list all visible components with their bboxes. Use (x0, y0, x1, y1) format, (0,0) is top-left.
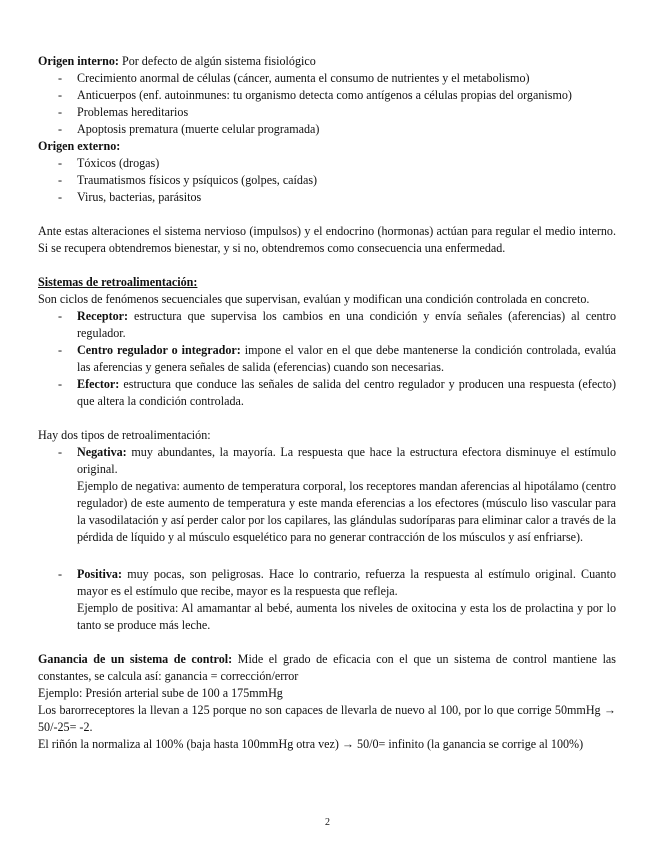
origen-interno-label: Origen interno: (38, 54, 119, 68)
list-item: - Virus, bacterias, parásitos (38, 189, 616, 206)
retro-heading (38, 274, 616, 291)
ganancia-text: Mide el grado de eficacia con el que un sistema de control mantiene las constantes, se calcula así: ganancia = corrección/error (38, 652, 616, 683)
list-item: - Crecimiento anormal de células (cáncer, aumenta el consumo de nutrientes y el metabolismo) (38, 70, 616, 87)
ganancia-rinon: El riñón la normaliza al 100% (baja hasta 100mmHg otra vez) → 50/0= infinito (la ganancia se corrige al 100%) (38, 737, 584, 751)
positiva-text: muy pocas, son peligrosas. Hace lo contrario, refuerza la respuesta al estímulo original. Cuanto mayor es el estímulo que recibe, mayor es la respuesta que refleja. (77, 567, 616, 598)
tipo-negativa (38, 444, 616, 546)
retro-item-text: estructura que supervisa los cambios en una condición y envía señales (aferencias) al centro regulador. (77, 309, 616, 340)
retro-item-text: impone el valor en el que debe mantenerse la condición controlada, evalúa las aferencias y genera señales de salida (eferencias) cuando son necesarias. (77, 343, 617, 374)
origen-externo-list (38, 155, 616, 206)
origen-interno-text: Por defecto de algún sistema fisiológico (118, 54, 316, 68)
ganancia-ejemplo: Ejemplo: Presión arterial sube de 100 a 175mmHg (38, 686, 283, 700)
page-content (38, 53, 616, 753)
origen-externo-label: Origen externo: (38, 139, 121, 153)
positiva-example: Ejemplo de positiva: Al amamantar al bebé, aumenta los niveles de oxitocina y esta los de prolactina y por lo tanto se produce más leche. (77, 601, 616, 632)
page-number: 2 (325, 817, 330, 828)
origen-interno-line (38, 53, 616, 70)
retro-list (38, 308, 616, 410)
retro-item-label: Efector: (77, 377, 120, 391)
origen-externo-line (38, 138, 616, 155)
retro-intro: Son ciclos de fenómenos secuenciales que supervisan, evalúan y modifican una condición controlada en concreto. (38, 292, 590, 306)
list-item: - Apoptosis prematura (muerte celular programada) (38, 121, 616, 138)
ganancia-baro: Los barorreceptores la llevan a 125 porque no son capaces de llevarla de nuevo al 100, por lo que corrige 50mmHg → 50/-25= -2. (38, 703, 616, 734)
ganancia-label: Ganancia de un sistema de control: (38, 652, 233, 666)
tipos-list-2 (38, 566, 616, 634)
retro-item-label: Receptor: (77, 309, 129, 323)
retro-heading-text: Sistemas de retroalimentación: (38, 275, 198, 289)
retro-item-text: estructura que conduce las señales de salida del centro regulador y producen una respuesta (efecto) que altera la condición controlada. (77, 377, 616, 408)
list-item: - Tóxicos (drogas) (38, 155, 616, 172)
list-item: - Traumatismos físicos y psíquicos (golpes, caídas) (38, 172, 616, 189)
ganancia-paragraph (38, 651, 616, 685)
origen-interno-list (38, 70, 616, 138)
positiva-label: Positiva: (77, 567, 123, 581)
retro-item-label: Centro regulador o integrador: (77, 343, 241, 357)
tipos-list (38, 444, 616, 546)
retro-item-efector (38, 376, 616, 410)
negativa-label: Negativa: (77, 445, 127, 459)
tipo-positiva (38, 566, 616, 634)
retro-item-receptor (38, 308, 616, 342)
negativa-text: muy abundantes, la mayoría. La respuesta que hace la estructura efectora disminuye el estímulo original. (77, 445, 616, 476)
negativa-example: Ejemplo de negativa: aumento de temperatura corporal, los receptores mandan aferencias al hipotálamo (centro regulador) de este aumento de temperatura y este manda eferencias a los efectores (músculo liso vascular para la vasodilatación y así perder calor por los capilares, las glándulas sudoríparas para eliminar calor a través de la pérdida de líquido y al músculo esquelético para no generar contracción de los músculos y así enfriarse). (77, 479, 616, 544)
respuesta-paragraph: Ante estas alteraciones el sistema nervioso (impulsos) y el endocrino (hormonas) actúan para regular el medio interno. Si se recupera obtendremos bienestar, y si no, obtendremos como consecuencia una enfermedad. (38, 224, 616, 255)
retro-item-centro (38, 342, 616, 376)
list-item: - Problemas hereditarios (38, 104, 616, 121)
tipos-intro: Hay dos tipos de retroalimentación: (38, 428, 211, 442)
list-item: - Anticuerpos (enf. autoinmunes: tu organismo detecta como antígenos a células propias del organismo) (38, 87, 616, 104)
